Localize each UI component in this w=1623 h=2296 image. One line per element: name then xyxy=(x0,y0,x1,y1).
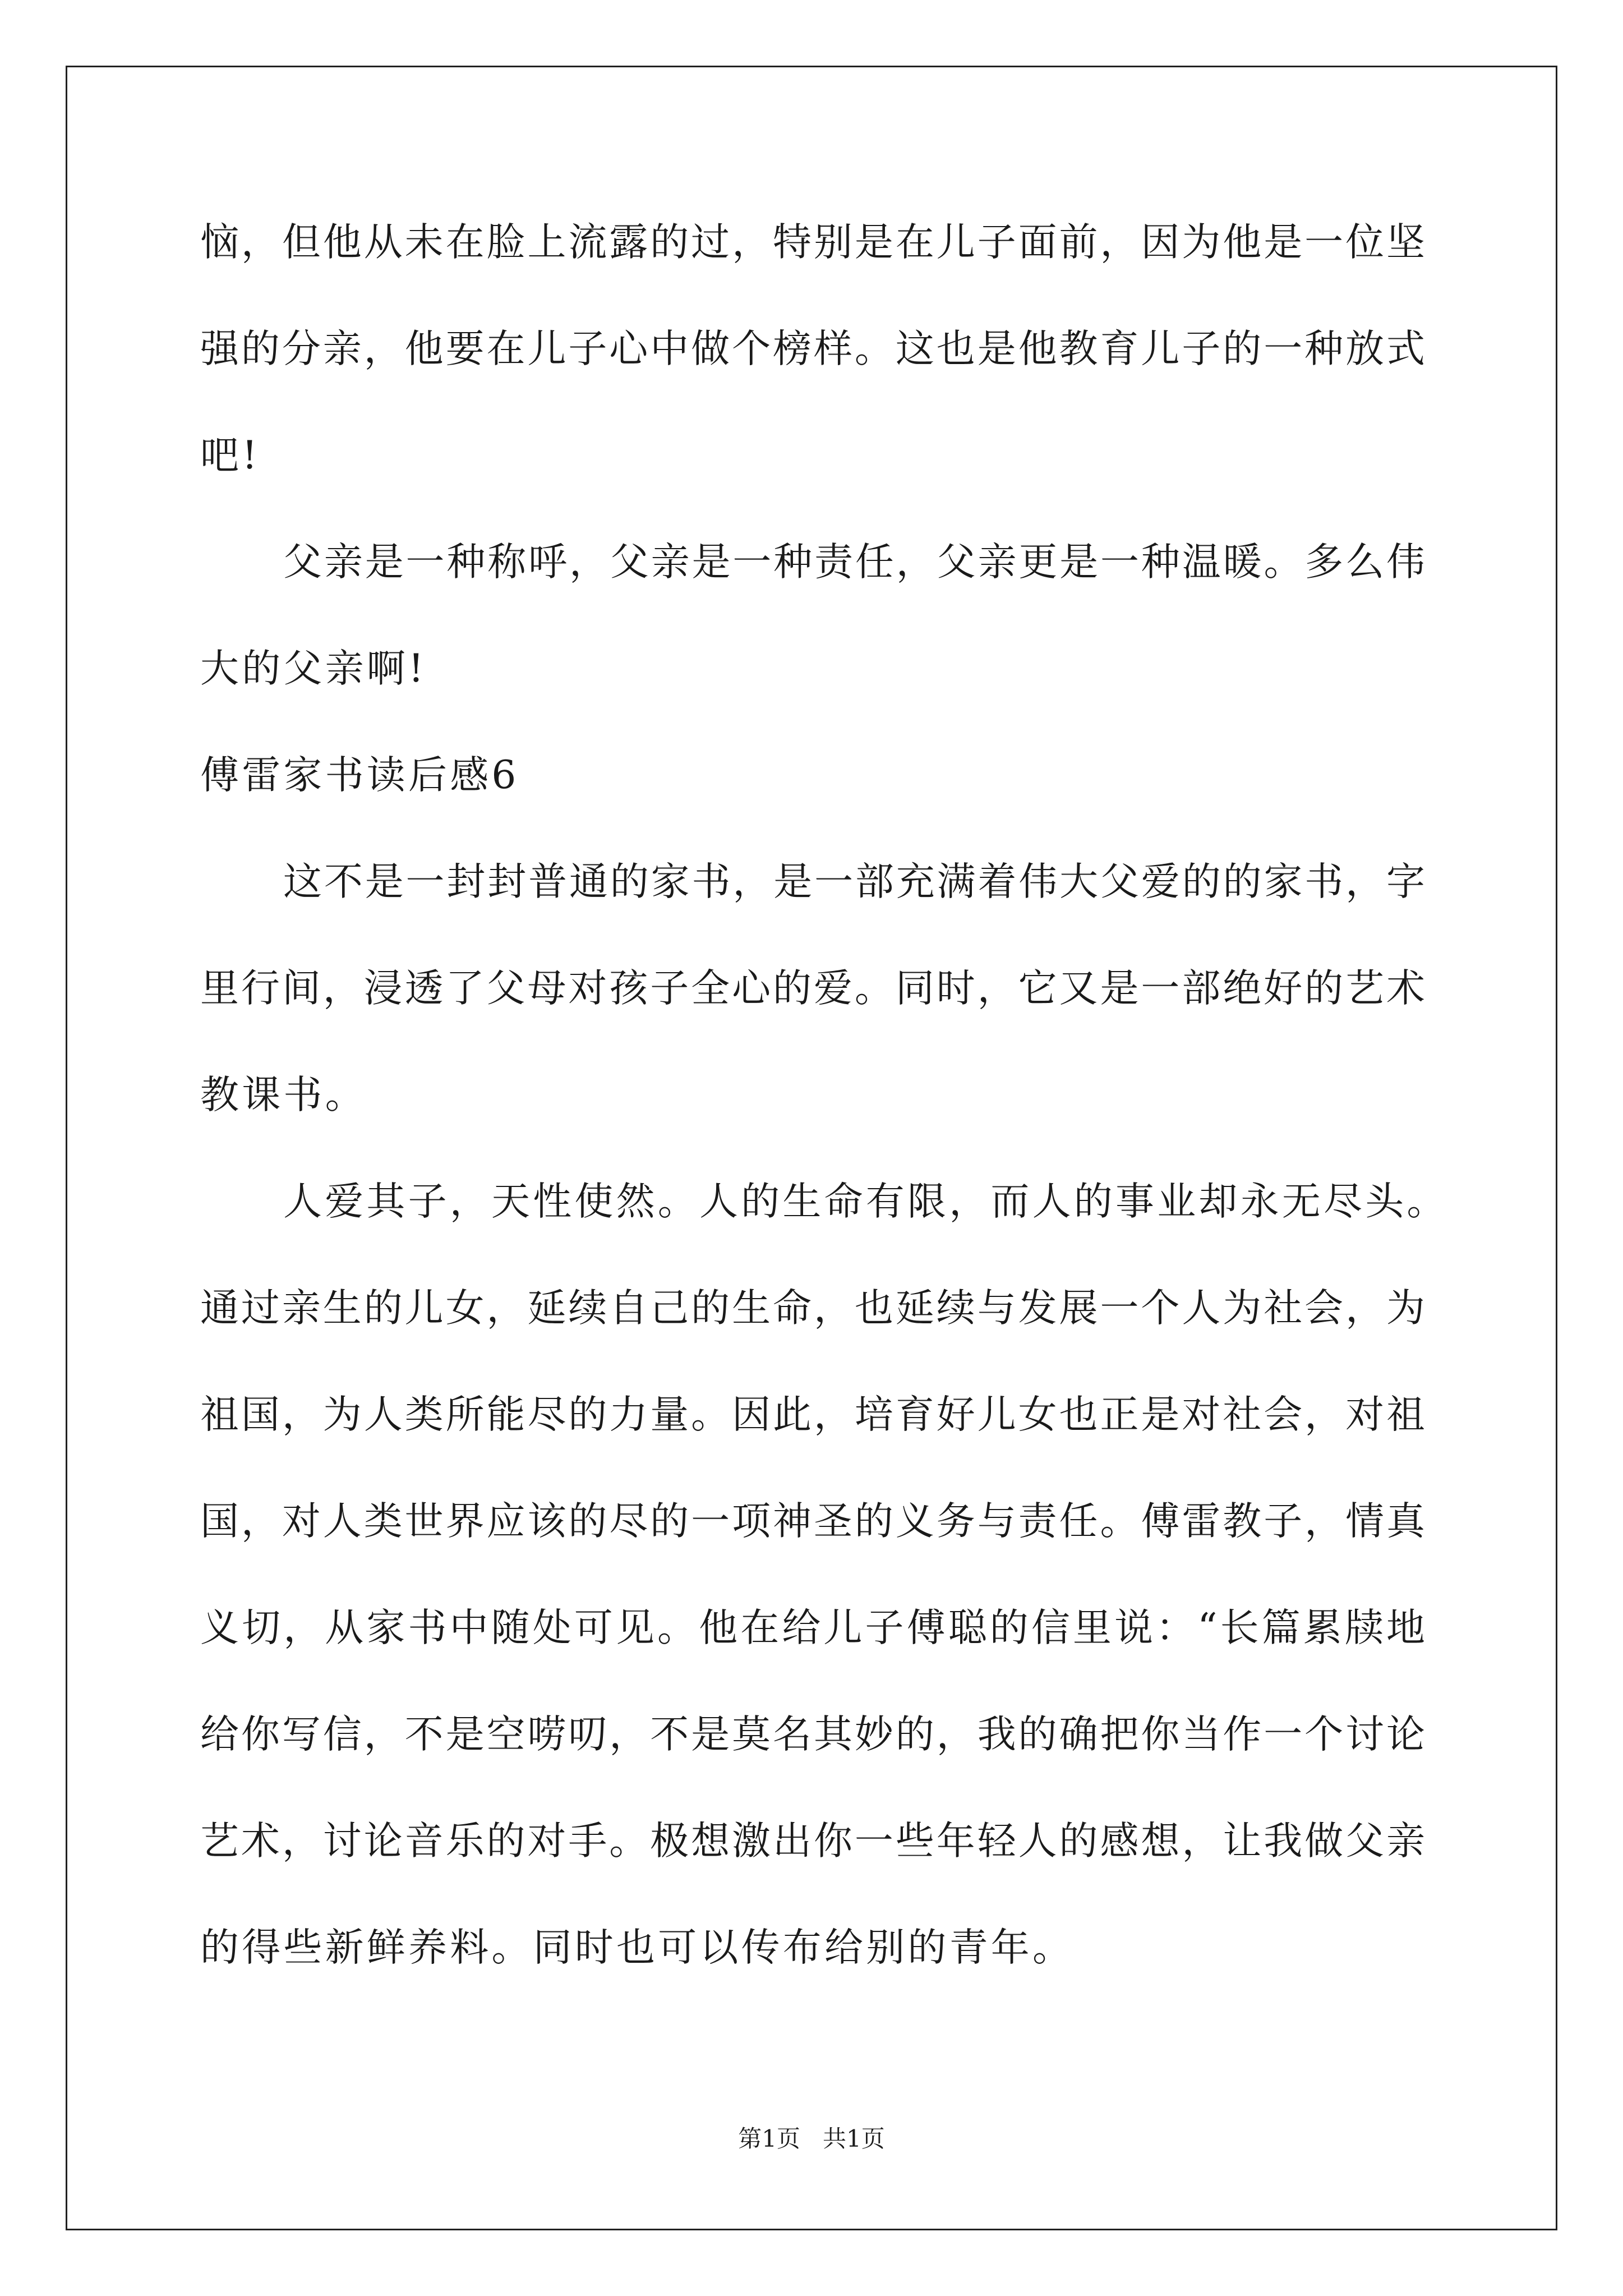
body-line: 国，对人类世界应该的尽的一项神圣的义务与责任。傅雷教子，情真 xyxy=(200,1499,1425,1544)
body-line: 通过亲生的儿女，延续自己的生命，也延续与发展一个人为社会，为 xyxy=(200,1286,1425,1331)
body-line: 的得些新鲜养料。同时也可以传布给别的青年。 xyxy=(200,1925,1075,1970)
body-line: 吧! xyxy=(200,433,261,478)
document-body xyxy=(200,216,1449,2028)
body-line: 祖国，为人类所能尽的力量。因此，培育好儿女也正是对社会，对祖 xyxy=(200,1392,1425,1437)
paragraph-start-line: 这不是一封封普通的家书，是一部充满着伟大父爱的的家书，字 xyxy=(283,859,1425,904)
paragraph-start-line: 人爱其子，天性使然。人的生命有限，而人的事业却永无尽头。 xyxy=(283,1179,1449,1224)
body-line: 大的父亲啊! xyxy=(200,646,427,691)
body-line: 教课书。 xyxy=(200,1073,367,1117)
section-heading: 傅雷家书读后感6 xyxy=(200,753,519,798)
page-footer: 第1页 共1页 xyxy=(738,2125,885,2152)
body-line: 义切，从家书中随处可见。他在给儿子傅聪的信里说：“长篇累牍地 xyxy=(200,1605,1425,1650)
body-line: 艺术，讨论音乐的对手。极想激出你一些年轻人的感想，让我做父亲 xyxy=(200,1819,1425,1864)
body-line: 恼，但他从未在脸上流露的过，特别是在儿子面前，因为他是一位坚 xyxy=(200,220,1425,265)
body-line: 强的分亲，他要在儿子心中做个榜样。这也是他教育儿子的一种放式 xyxy=(200,326,1425,371)
body-line: 给你写信，不是空唠叨，不是莫名其妙的，我的确把你当作一个讨论 xyxy=(200,1712,1425,1757)
paragraph-start-line: 父亲是一种称呼，父亲是一种责任，父亲更是一种温暖。多么伟 xyxy=(283,540,1425,585)
body-line: 里行间，浸透了父母对孩子全心的爱。同时，它又是一部绝好的艺术 xyxy=(200,966,1425,1011)
